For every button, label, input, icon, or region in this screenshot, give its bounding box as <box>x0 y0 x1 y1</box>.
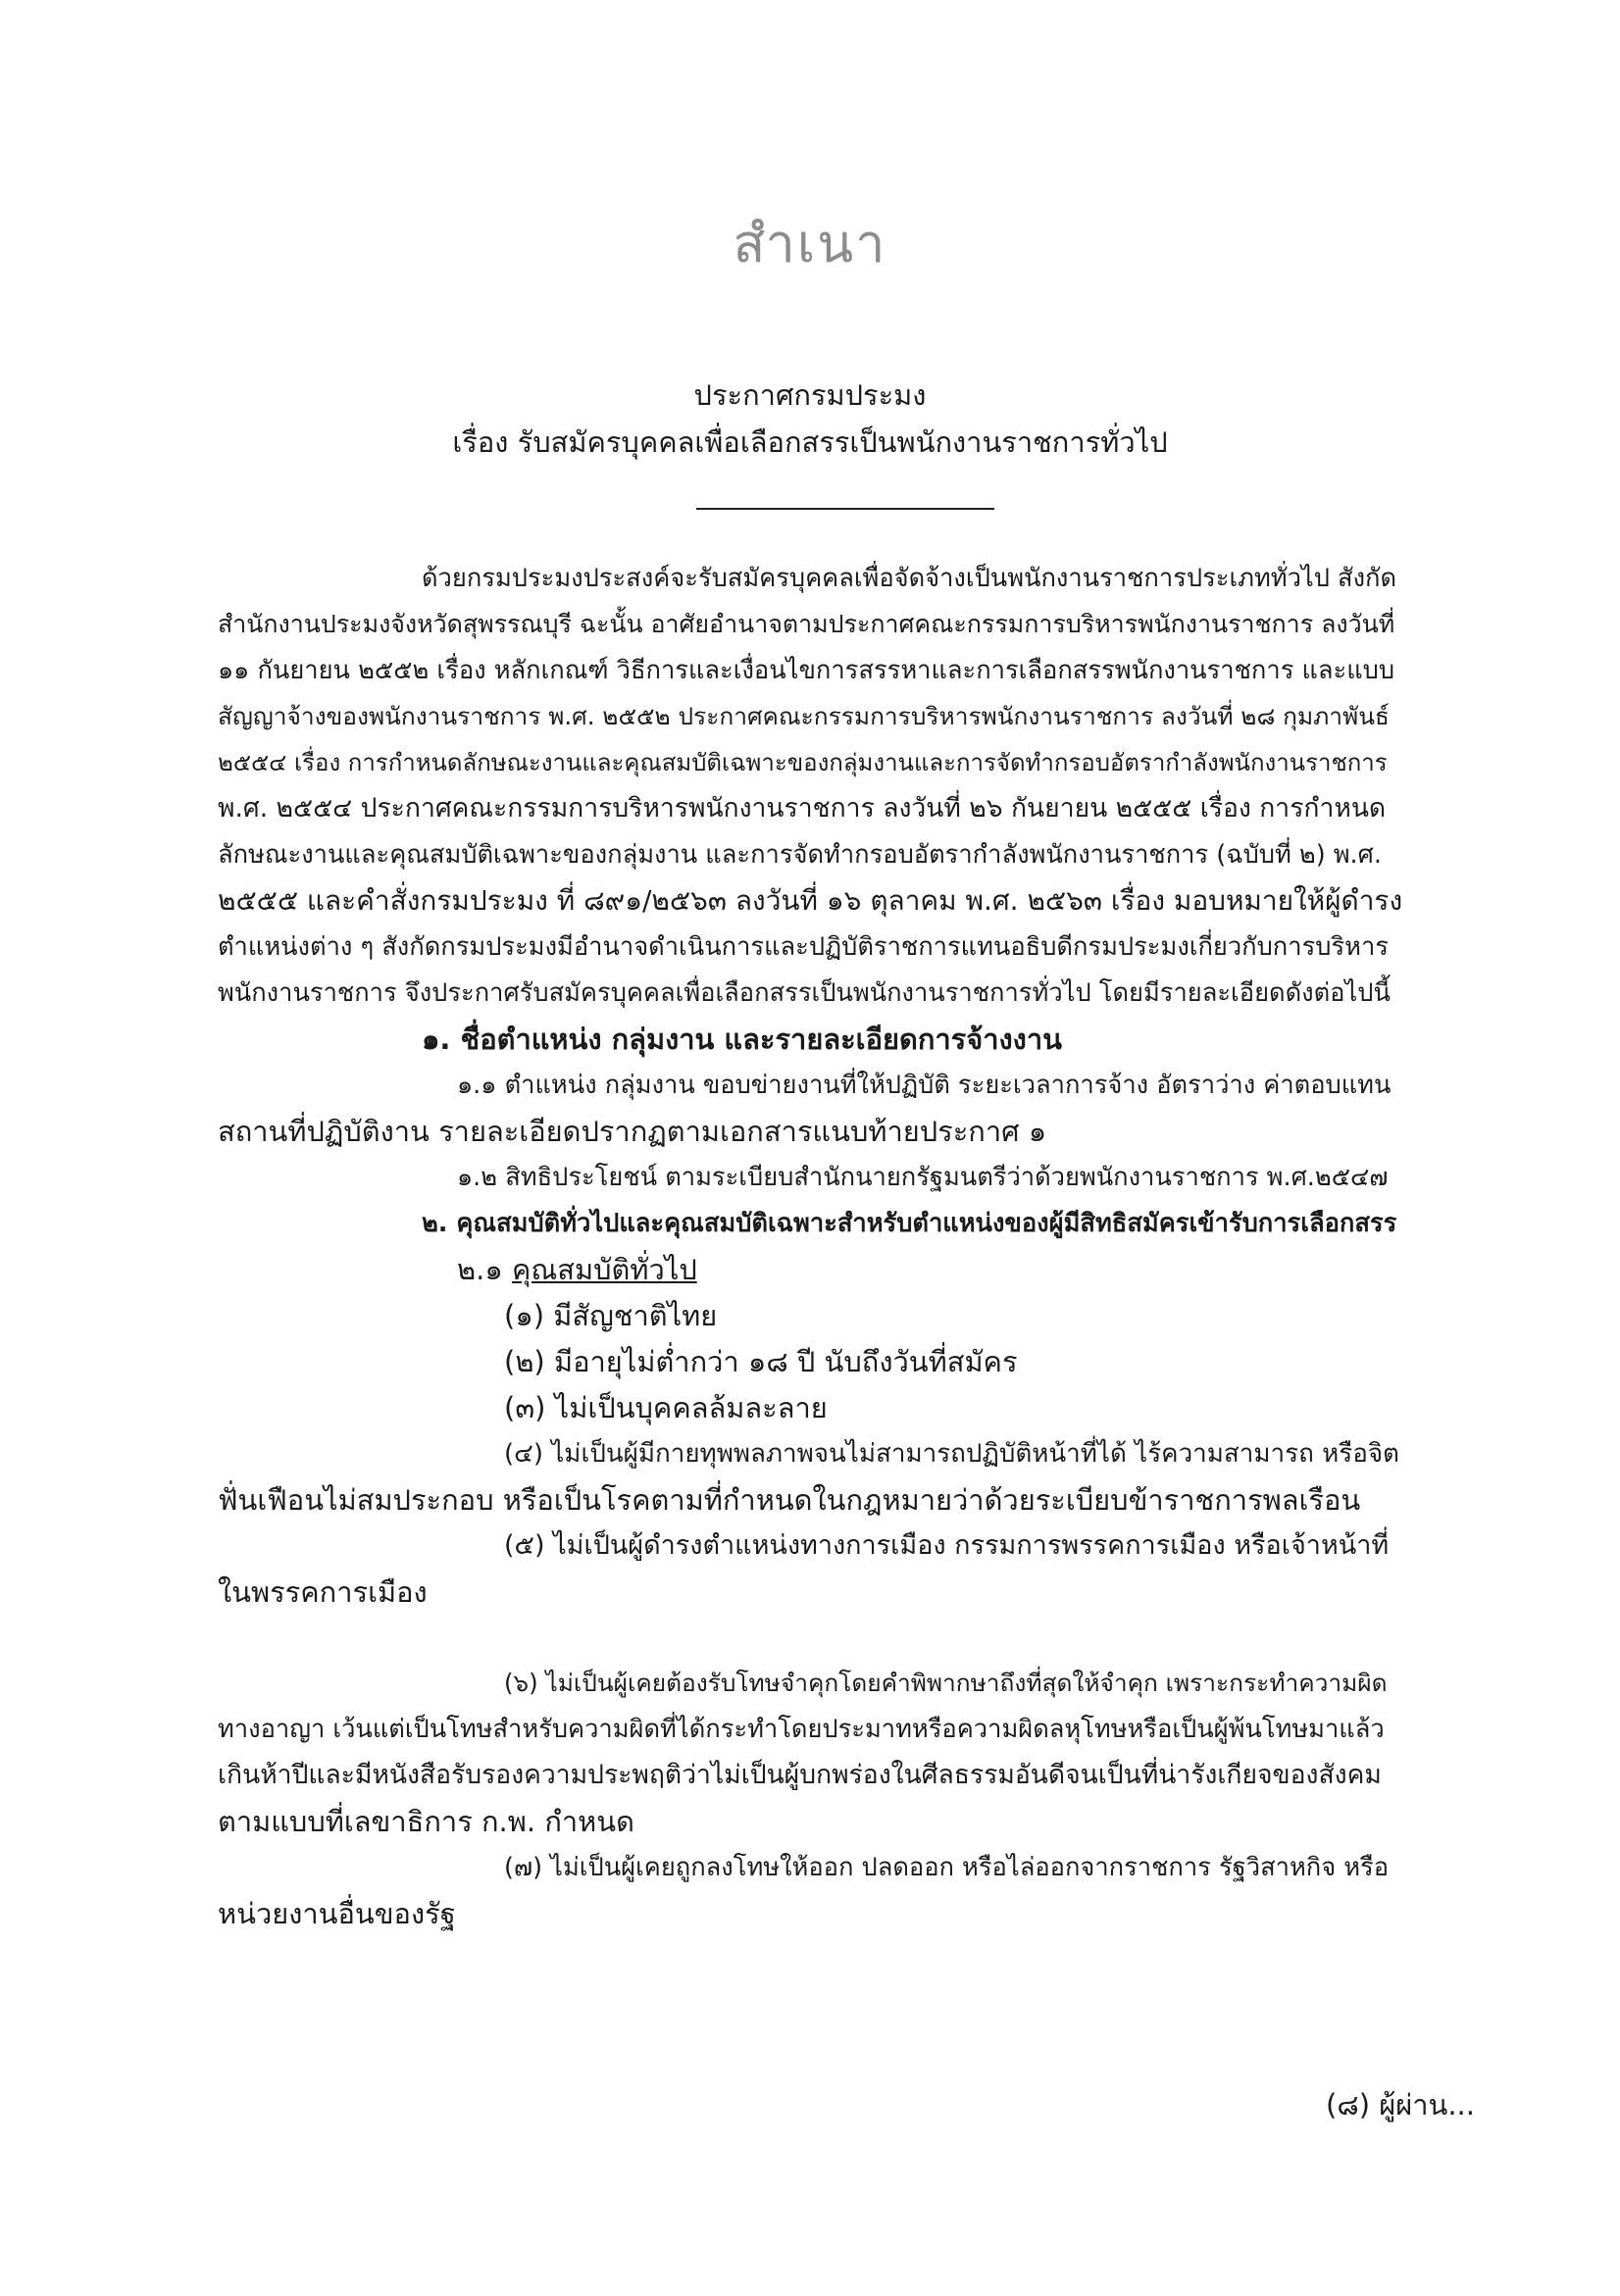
section-1-2-line: ๑.๒ สิทธิประโยชน์ ตามระเบียบสำนักนายกรัฐมนตรีว่าด้วยพนักงานราชการ พ.ศ.๒๕๔๗ <box>457 1163 1389 1192</box>
copy-stamp: สำเนา <box>733 213 887 275</box>
announcement-title: ประกาศกรมประมง <box>693 378 927 412</box>
continuation-marker: (๘) ผู้ผ่าน... <box>1326 2088 1475 2121</box>
intro-line: ลักษณะงานและคุณสมบัติเฉพาะของกลุ่มงาน และการจัดทำกรอบอัตรากำลังพนักงานราชการ (ฉบับที่ ๒) พ.ศ. <box>218 840 1382 870</box>
qualification-item-cont: ตามแบบที่เลขาธิการ ก.พ. กำหนด <box>218 1805 634 1838</box>
qualification-item-cont: ทางอาญา เว้นแต่เป็นโทษสำหรับความผิดที่ได้กระทำโดยประมาทหรือความผิดลหุโทษหรือเป็นผู้พ้นโทษมาแล้ว <box>218 1715 1385 1744</box>
section-1-1-line: ๑.๑ ตำแหน่ง กลุ่มงาน ขอบข่ายงานที่ให้ปฏิบัติ ระยะเวลาการจ้าง อัตราว่าง ค่าตอบแทน <box>457 1071 1392 1100</box>
qualification-item-cont: หน่วยงานอื่นของรัฐ <box>218 1897 456 1930</box>
intro-line: ๑๑ กันยายน ๒๕๕๒ เรื่อง หลักเกณฑ์ วิธีการและเงื่อนไขการสรรหาและการเลือกสรรพนักงานราชการ และแบบ <box>218 656 1395 685</box>
section-2-1-label: คุณสมบัติทั่วไป <box>511 1253 697 1286</box>
intro-line: ๒๕๕๕ และคำสั่งกรมประมง ที่ ๘๙๑/๒๕๖๓ ลงวันที่ ๑๖ ตุลาคม พ.ศ. ๒๕๖๓ เรื่อง มอบหมายให้ผู้ดำรง <box>218 884 1403 917</box>
qualification-item-cont: เกินห้าปีและมีหนังสือรับรองความประพฤติว่าไม่เป็นผู้บกพร่องในศีลธรรมอันดีจนเป็นที่น่ารังเกียจของสังคม <box>218 1760 1382 1790</box>
qualification-item: (๗) ไม่เป็นผู้เคยถูกลงโทษให้ออก ปลดออก หรือไล่ออกจากราชการ รัฐวิสาหกิจ หรือ <box>504 1853 1390 1882</box>
qualification-item: (๒) มีอายุไม่ต่ำกว่า ๑๘ ปี นับถึงวันที่สมัคร <box>504 1345 1018 1378</box>
qualification-item-cont: ฟั่นเฟือนไม่สมประกอบ หรือเป็นโรคตามที่กำหนดในกฎหมายว่าด้วยระเบียบข้าราชการพลเรือน <box>218 1483 1361 1517</box>
section-2-1-number: ๒.๑ <box>457 1253 512 1286</box>
section-1-1-line: สถานที่ปฏิบัติงาน รายละเอียดปรากฏตามเอกสารแนบท้ายประกาศ ๑ <box>218 1115 1047 1148</box>
qualification-item: (๑) มีสัญชาติไทย <box>504 1299 718 1332</box>
section-2-1-heading <box>457 1250 697 1289</box>
intro-line: พนักงานราชการ จึงประกาศรับสมัครบุคคลเพื่อเลือกสรรเป็นพนักงานราชการทั่วไป โดยมีรายละเอียดดังต่อไปนี้ <box>218 978 1391 1008</box>
qualification-item: (๔) ไม่เป็นผู้มีกายทุพพลภาพจนไม่สามารถปฏิบัติหน้าที่ได้ ไร้ความสามารถ หรือจิต <box>504 1439 1399 1469</box>
qualification-item: (๓) ไม่เป็นบุคคลล้มละลาย <box>504 1391 828 1424</box>
intro-line: พ.ศ. ๒๕๕๔ ประกาศคณะกรรมการบริหารพนักงานราชการ ลงวันที่ ๒๖ กันยายน ๒๕๕๕ เรื่อง การกำหนด <box>218 793 1387 824</box>
section-2-heading: ๒. คุณสมบัติทั่วไปและคุณสมบัติเฉพาะสำหรับตำแหน่งของผู้มีสิทธิสมัครเข้ารับการเลือกสรร <box>422 1209 1397 1238</box>
qualification-item: (๕) ไม่เป็นผู้ดำรงตำแหน่งทางการเมือง กรรมการพรรคการเมือง หรือเจ้าหน้าที่ <box>504 1530 1390 1561</box>
intro-line: สัญญาจ้างของพนักงานราชการ พ.ศ. ๒๕๕๒ ประกาศคณะกรรมการบริหารพนักงานราชการ ลงวันที่ ๒๘ กุมภาพันธ์ <box>218 702 1390 730</box>
intro-line: สำนักงานประมงจังหวัดสุพรรณบุรี ฉะนั้น อาศัยอำนาจตามประกาศคณะกรรมการบริหารพนักงานราชการ ลงวันที่ <box>218 610 1395 638</box>
intro-line: ด้วยกรมประมงประสงค์จะรับสมัครบุคคลเพื่อจัดจ้างเป็นพนักงานราชการประเภททั่วไป สังกัด <box>422 564 1397 593</box>
intro-line: ตำแหน่งต่าง ๆ สังกัดกรมประมงมีอำนาจดำเนินการและปฏิบัติราชการแทนอธิบดีกรมประมงเกี่ยวกับการบริหาร <box>218 932 1389 962</box>
qualification-item-cont: ในพรรคการเมือง <box>218 1575 428 1609</box>
qualification-item: (๖) ไม่เป็นผู้เคยต้องรับโทษจำคุกโดยคำพิพากษาถึงที่สุดให้จำคุก เพราะกระทำความผิด <box>504 1669 1388 1697</box>
announcement-subject: เรื่อง รับสมัครบุคคลเพื่อเลือกสรรเป็นพนักงานราชการทั่วไป <box>452 425 1168 459</box>
title-divider <box>696 508 994 510</box>
section-1-heading: ๑. ชื่อตำแหน่ง กลุ่มงาน และรายละเอียดการจ้างงาน <box>422 1023 1062 1056</box>
intro-line: ๒๕๕๔ เรื่อง การกำหนดลักษณะงานและคุณสมบัติเฉพาะของกลุ่มงานและการจัดทำกรอบอัตรากำลังพนักงานราชการ <box>218 749 1388 776</box>
